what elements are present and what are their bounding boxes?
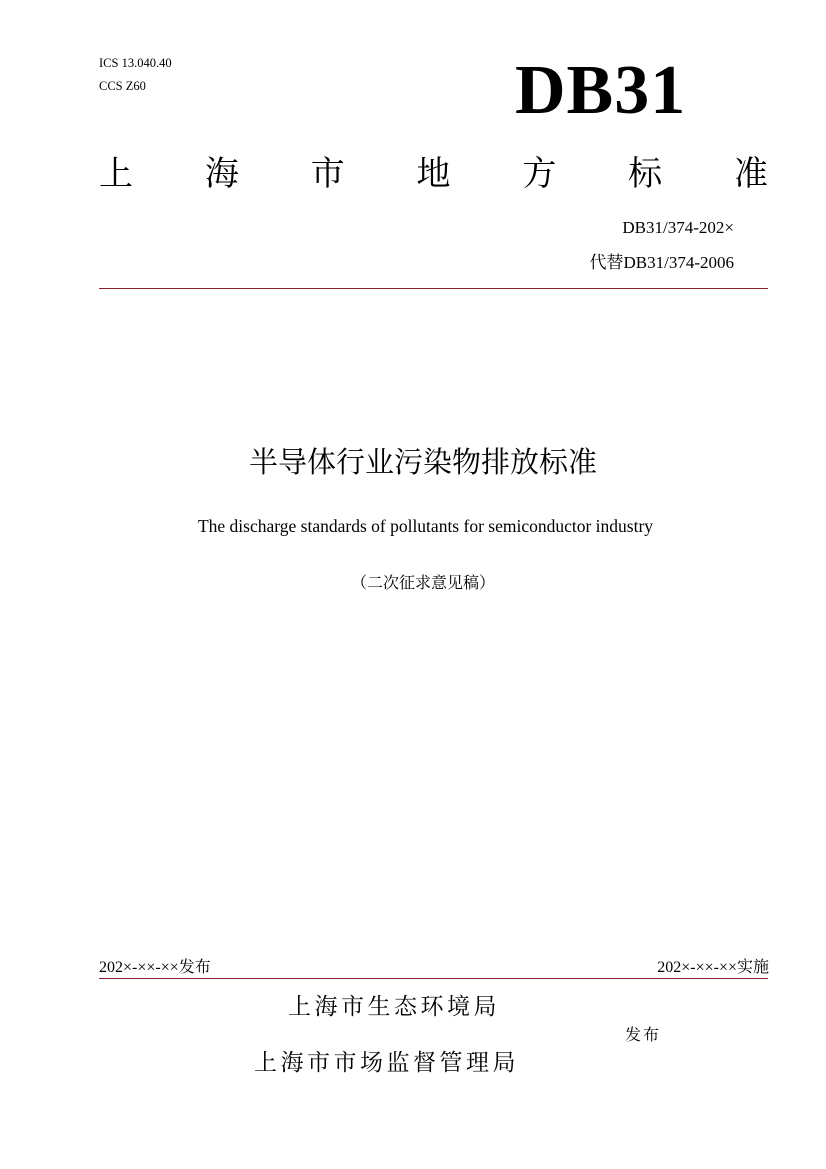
ics-code: ICS 13.040.40	[99, 56, 172, 70]
title-chinese: 半导体行业污染物排放标准	[248, 445, 597, 479]
publish-label: 发布	[625, 1025, 662, 1044]
issue-date: 202×-××-××发布	[99, 959, 211, 976]
draft-note: （二次征求意见稿）	[350, 573, 495, 592]
replaces-standard: 代替DB31/374-2006	[589, 253, 734, 272]
issuer-market-bureau: 上海市市场监督管理局	[254, 1050, 519, 1076]
standard-type-char: 地	[416, 154, 451, 194]
standard-type-char: 准	[733, 154, 768, 194]
top-divider	[99, 288, 768, 289]
standard-type	[99, 150, 768, 198]
standard-type-char: 上	[99, 154, 133, 194]
implementation-date: 202×-××-××实施	[657, 959, 769, 976]
standard-type-char: 市	[310, 154, 345, 194]
issuer-ecology-bureau: 上海市生态环境局	[288, 994, 500, 1020]
ccs-code: CCS Z60	[99, 79, 146, 93]
title-english: The discharge standards of pollutants for semiconductor industry	[197, 516, 654, 536]
standard-number: DB31/374-202×	[622, 218, 734, 237]
standard-type-char: 标	[628, 154, 663, 194]
bottom-divider	[99, 978, 768, 979]
db-mark: DB31	[515, 52, 687, 129]
standard-type-char: 方	[522, 154, 557, 194]
standard-type-char: 海	[204, 154, 239, 194]
